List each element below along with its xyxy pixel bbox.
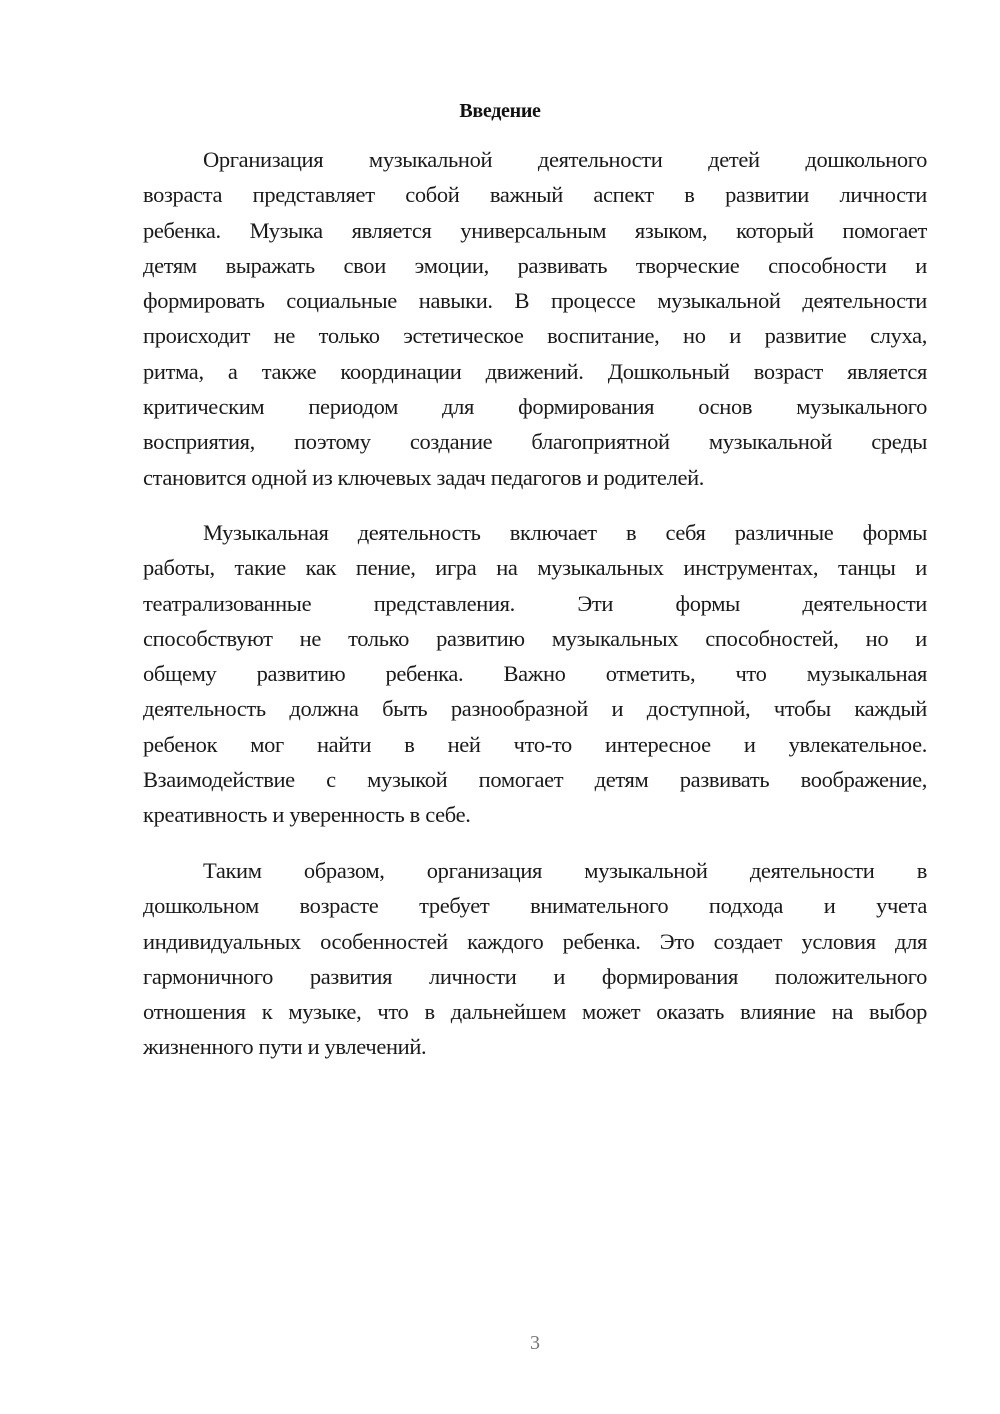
section-title: Введение	[459, 100, 541, 122]
paragraph-line: Организация музыкальной деятельности детей дошкольного	[203, 147, 927, 172]
paragraph-line: гармоничного развития личности и формирования положительного	[143, 963, 927, 989]
paragraph-line: общему развитию ребенка. Важно отметить, что музыкальная	[143, 661, 927, 687]
paragraph-line: деятельность должна быть разнообразной и доступной, чтобы каждый	[143, 696, 927, 722]
paragraph-line: ребенка. Музыка является универсальным языком, который помогает	[143, 217, 927, 243]
paragraph-2	[143, 515, 927, 833]
paragraph-line: детям выражать свои эмоции, развивать творческие способности и	[143, 252, 927, 278]
paragraph-line: ритма, а также координации движений. Дошкольный возраст является	[143, 358, 927, 384]
paragraph-3	[143, 853, 927, 1065]
paragraph-line: креативность и уверенность в себе.	[143, 802, 471, 828]
paragraph-line: Таким образом, организация музыкальной деятельности в	[203, 858, 927, 883]
paragraph-line: Взаимодействие с музыкой помогает детям развивать воображение,	[143, 767, 927, 793]
paragraph-line: театрализованные представления. Эти формы деятельности	[143, 590, 927, 616]
paragraph-line: ребенок мог найти в ней что-то интересное и увлекательное.	[143, 731, 927, 757]
paragraph-line: индивидуальных особенностей каждого ребенка. Это создает условия для	[143, 928, 927, 954]
paragraph-line: становится одной из ключевых задач педагогов и родителей.	[143, 464, 705, 490]
page-number: 3	[530, 1332, 540, 1354]
paragraph-line: работы, такие как пение, игра на музыкальных инструментах, танцы и	[143, 555, 927, 581]
paragraph-line: возраста представляет собой важный аспект в развитии личности	[143, 182, 927, 208]
paragraph-line: Музыкальная деятельность включает в себя различные формы	[203, 520, 927, 545]
paragraph-line: способствуют не только развитию музыкальных способностей, но и	[143, 625, 927, 651]
paragraph-line: жизненного пути и увлечений.	[143, 1034, 427, 1060]
paragraph-line: формировать социальные навыки. В процессе музыкальной деятельности	[143, 288, 927, 314]
paragraph-1	[143, 142, 927, 495]
paragraph-line: дошкольном возрасте требует внимательного подхода и учета	[143, 893, 927, 919]
paragraph-line: отношения к музыке, что в дальнейшем может оказать влияние на выбор	[143, 999, 927, 1025]
paragraph-line: восприятия, поэтому создание благоприятной музыкальной среды	[143, 429, 927, 455]
paragraph-line: критическим периодом для формирования основ музыкального	[143, 394, 927, 420]
paragraph-line: происходит не только эстетическое воспитание, но и развитие слуха,	[143, 323, 927, 349]
